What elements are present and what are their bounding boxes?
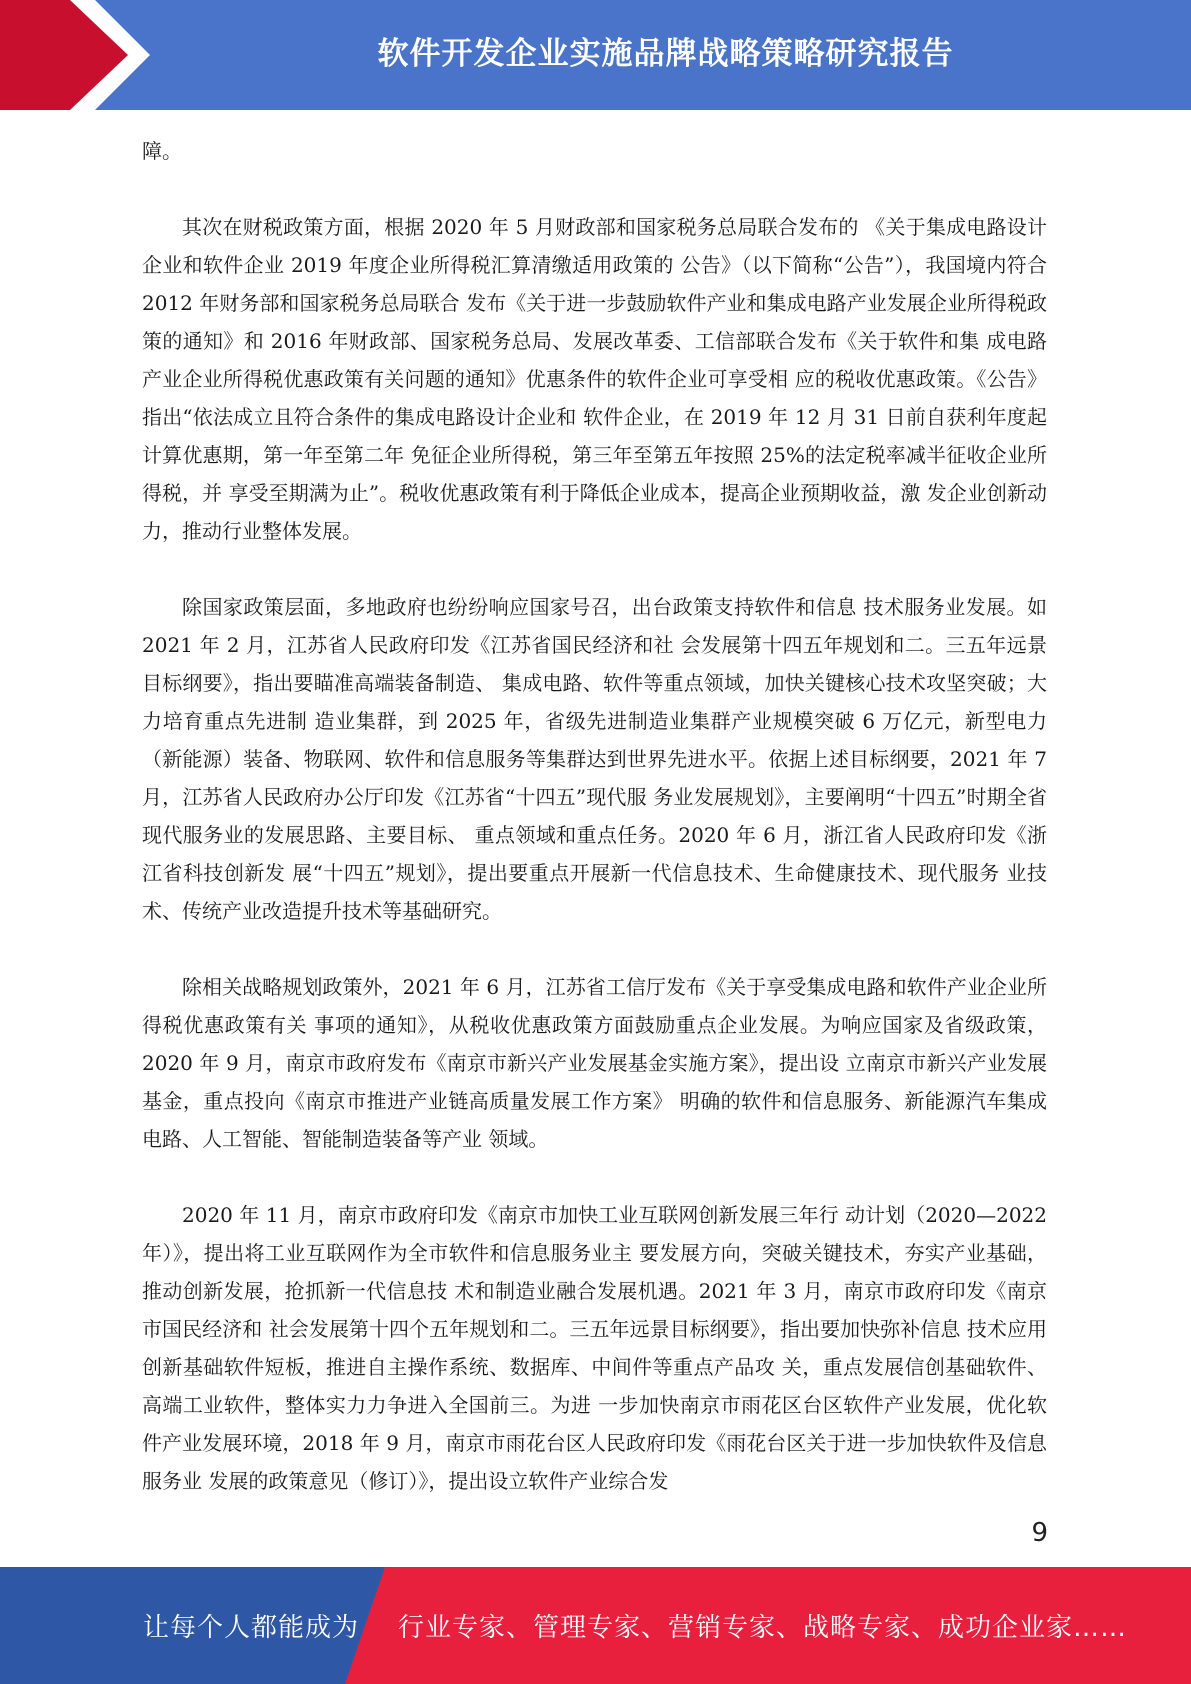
paragraph-continuation: 障。: [142, 139, 182, 163]
paragraph-nanjing-policy: 2020 年 11 月，南京市政府印发《南京市加快工业互联网创新发展三年行 动计划（2020—2022 年）》，提出将工业互联网作为全市软件和信息服务业主 要发展方向，突破关键技术，夯实产业基础，推动创新发展，抢抓新一代信息技 术和制造业融合发展机遇。2021 年 3 月，南京市政府印发《南京市国民经济和 社会发展第十四个五年规划和二。三五年远景目标纲要》，指出要加快弥补信息 技术应用创新基础软件短板，推进自主操作系统、数据库、中间件等重点产品攻 关，重点发展信创基础软件、高端工业软件，整体实力力争进入全国前三。为进 一步加快南京市雨花区台区软件产业发展，优化软件产业发展环境，2018 年 9 月，南京市雨花台区人民政府印发《雨花台区关于进一步加快软件及信息服务业 发展的政策意见（修订）》，提出设立软件产业综合发: [142, 1203, 1047, 1493]
report-title: 软件开发企业实施品牌战略策略研究报告: [377, 35, 954, 72]
paragraph-local-policy: 除国家政策层面，多地政府也纷纷响应国家号召，出台政策支持软件和信息 技术服务业发展。如 2021 年 2 月，江苏省人民政府印发《江苏省国民经济和社 会发展第十四五年规划和二。三五年远景目标纲要》，指出要瞄准高端装备制造、 集成电路、软件等重点领域，加快关键核心技术攻坚突破；大力培育重点先进制 造业集群，到 2025 年，省级先进制造业集群产业规模突破 6 万亿元，新型电力 （新能源）装备、物联网、软件和信息服务等集群达到世界先进水平。依据上述目标纲要，2021 年 7 月，江苏省人民政府办公厅印发《江苏省“十四五”现代服 务业发展规划》，主要阐明“十四五”时期全省现代服务业的发展思路、主要目标、 重点领域和重点任务。2020 年 6 月，浙江省人民政府印发《浙江省科技创新发 展“十四五”规划》，提出要重点开展新一代信息技术、生命健康技术、现代服务 业技术、传统产业改造提升技术等基础研究。: [142, 595, 1047, 923]
footer-slogan-right: 行业专家、管理专家、营销专家、战略专家、成功企业家……: [398, 1613, 1128, 1643]
body-content: [142, 132, 1047, 1500]
page-footer: [0, 1567, 1191, 1684]
footer-slogan-left: 让每个人都能成为: [143, 1613, 360, 1643]
paragraph-strategic-plan: 除相关战略规划政策外，2021 年 6 月，江苏省工信厅发布《关于享受集成电路和软件产业企业所得税优惠政策有关 事项的通知》，从税收优惠政策方面鼓励重点企业发展。为响应国家及省级政策，2020 年 9 月，南京市政府发布《南京市新兴产业发展基金实施方案》，提出设 立南京市新兴产业发展基金，重点投向《南京市推进产业链高质量发展工作方案》 明确的软件和信息服务、新能源汽车集成电路、人工智能、智能制造装备等产业 领域。: [142, 975, 1047, 1151]
page-number: 9: [1031, 1518, 1048, 1548]
page-header: [0, 0, 1191, 110]
paragraph-tax-policy: 其次在财税政策方面，根据 2020 年 5 月财政部和国家税务总局联合发布的 《关于集成电路设计企业和软件企业 2019 年度企业所得税汇算清缴适用政策的 公告》（以下简称“公告”），我国境内符合 2012 年财务部和国家税务总局联合 发布《关于进一步鼓励软件产业和集成电路产业发展企业所得税政策的通知》和 2016 年财政部、国家税务总局、发展改革委、工信部联合发布《关于软件和集 成电路产业企业所得税优惠政策有关问题的通知》优惠条件的软件企业可享受相 应的税收优惠政策。《公告》指出“依法成立且符合条件的集成电路设计企业和 软件企业，在 2019 年 12 月 31 日前自获利年度起计算优惠期，第一年至第二年 免征企业所得税，第三年至第五年按照 25%的法定税率减半征收企业所得税，并 享受至期满为止”。税收优惠政策有利于降低企业成本，提高企业预期收益，激 发企业创新动力，推动行业整体发展。: [142, 215, 1047, 543]
